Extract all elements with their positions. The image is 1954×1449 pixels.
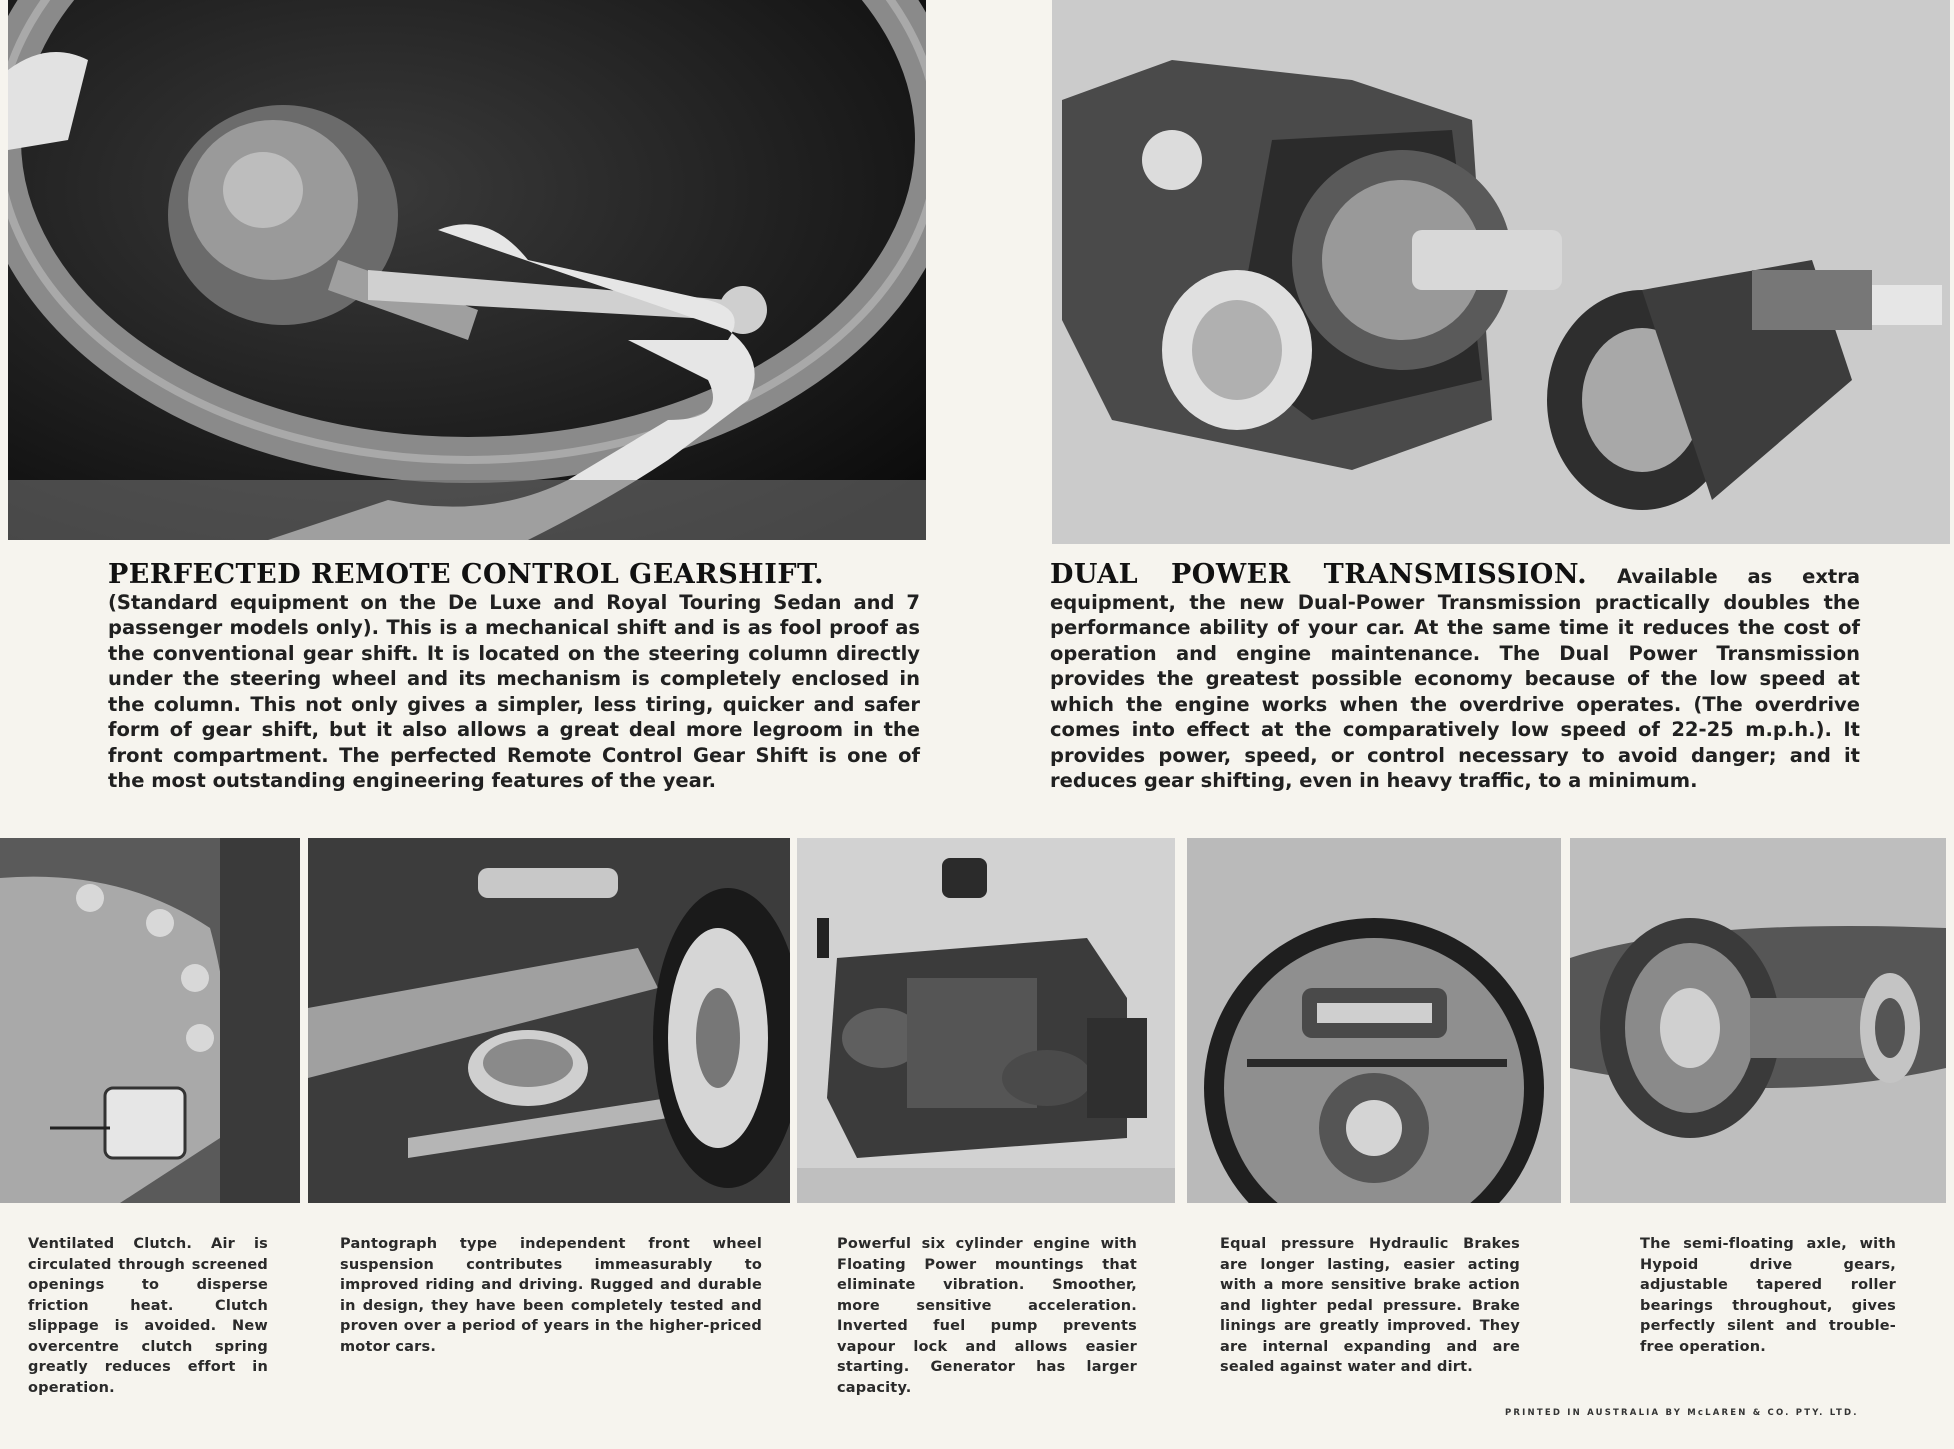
gearshift-photo (8, 0, 926, 540)
gearshift-feature-text (108, 559, 920, 794)
clutch-caption: Ventilated Clutch. Air is circulated through screened openings to disperse friction heat. Clutch slippage is avoided. New overcentre clutch spring greatly reduces effort in operation. (28, 1236, 268, 1396)
transmission-feature-text (1050, 559, 1860, 794)
engine-photo (797, 838, 1175, 1203)
printer-imprint: PRINTED IN AUSTRALIA BY McLAREN & CO. PTY. LTD. (1505, 1408, 1859, 1418)
axle-caption: The semi-floating axle, with Hypoid drive gears, adjustable tapered roller bearings throughout, gives perfectly silent and trouble-free operation. (1640, 1236, 1896, 1355)
gearshift-heading: PERFECTED REMOTE CONTROL GEARSHIFT. (108, 559, 825, 590)
engine-caption: Powerful six cylinder engine with Floating Power mountings that eliminate vibration. Smoother, more sensitive acceleration. Inverted fuel pump prevents vapour lock and allows easier starting. Generator has larger capacity. (837, 1236, 1137, 1396)
transmission-photo (1052, 0, 1950, 544)
clutch-photo (0, 838, 300, 1203)
brakes-caption: Equal pressure Hydraulic Brakes are longer lasting, easier acting with a more sensitive brake action and lighter pedal pressure. Brake linings are greatly improved. They are internal expanding and are sealed against water and dirt. (1220, 1236, 1520, 1375)
suspension-photo (308, 838, 790, 1203)
transmission-heading: DUAL POWER TRANSMISSION. (1050, 559, 1588, 590)
gearshift-body: (Standard equipment on the De Luxe and Royal Touring Sedan and 7 passenger models only). This is a mechanical shift and is as fool proof as the conventional gear shift. It is located on the steering column directly under the steering wheel and its mechanism is completely enclosed in the column. This not only gives a simpler, less tiring, quicker and safer form of gear shift, but it also allows a great deal more legroom in the front compartment. The perfected Remote Control Gear Shift is one of the most outstanding engineering features of the year. (108, 590, 920, 792)
brakes-photo (1187, 838, 1561, 1203)
suspension-caption: Pantograph type independent front wheel suspension contributes immeasurably to improved riding and driving. Rugged and durable in design, they have been completely tested and proven over a period of years in the higher-priced motor cars. (340, 1236, 762, 1355)
axle-photo (1570, 838, 1946, 1203)
transmission-body: Available as extra equipment, the new Dual-Power Transmission practically doubles the performance ability of your car. At the same time it reduces the cost of operation and engine maintenance. The Dual Power Transmission provides the greatest possible economy because of the low speed at which the engine works when the overdrive operates. (The overdrive comes into effect at the comparatively low speed of 22-25 m.p.h.). It provides power, speed, or control necessary to avoid danger; and it reduces gear shifting, even in heavy traffic, to a minimum. (1050, 565, 1860, 792)
